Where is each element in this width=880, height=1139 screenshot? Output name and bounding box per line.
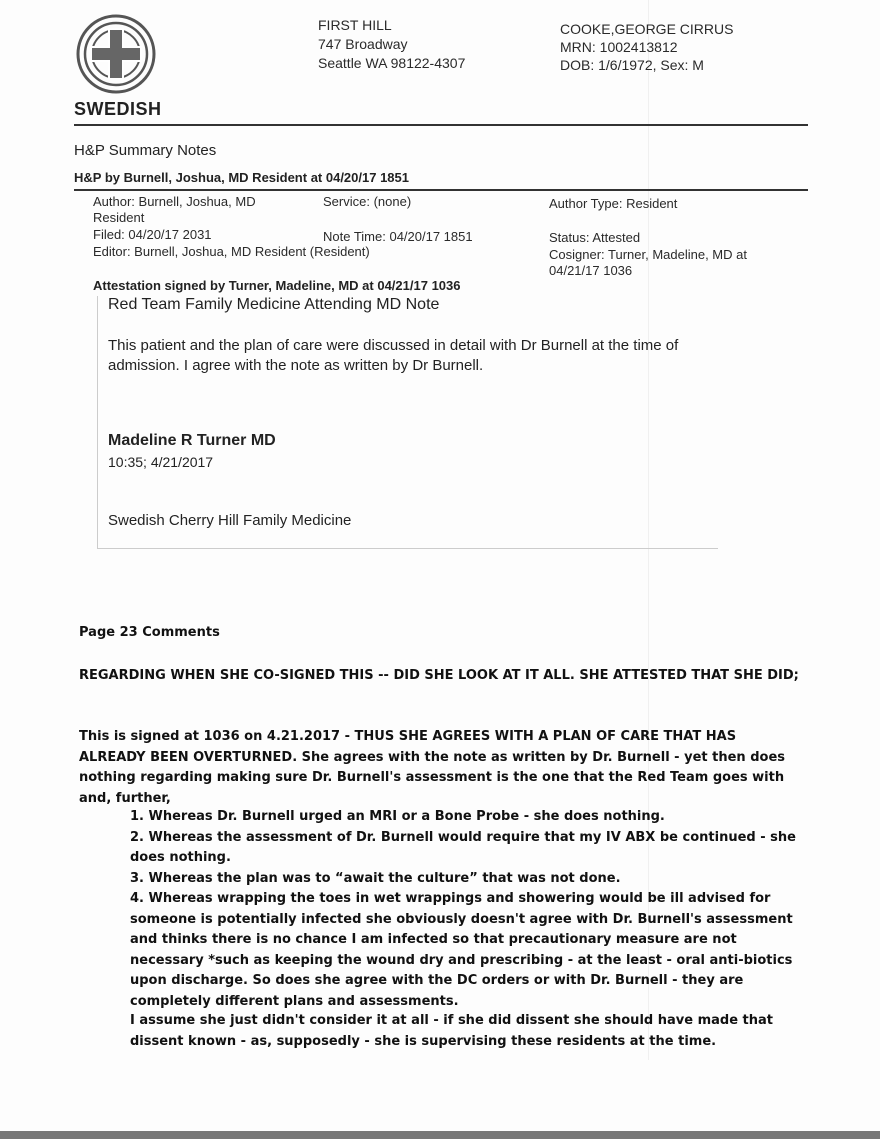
signer-timestamp: 10:35; 4/21/2017 — [108, 454, 214, 470]
note-author-type: Author Type: Resident — [549, 196, 678, 211]
scan-bottom-edge — [0, 1131, 880, 1139]
patient-dob: DOB: 1/6/1972, Sex: M — [560, 57, 704, 73]
note-heading-divider — [74, 189, 808, 191]
facility-city: Seattle WA 98122-4307 — [318, 55, 466, 71]
note-service: Service: (none) — [323, 194, 412, 209]
note-heading: H&P by Burnell, Joshua, MD Resident at 04/20/17 1851 — [74, 170, 409, 185]
section-title: H&P Summary Notes — [74, 142, 217, 159]
clinic-name: Swedish Cherry Hill Family Medicine — [108, 512, 352, 529]
page-comments-label: Page 23 Comments — [79, 625, 220, 640]
comment-list-item: 2. Whereas the assessment of Dr. Burnell would require that my IV ABX be continued - she does nothing. — [130, 829, 796, 865]
patient-mrn: MRN: 1002413812 — [560, 39, 678, 55]
note-filed: Filed: 04/20/17 2031 — [93, 227, 212, 242]
swedish-logo-icon — [74, 12, 158, 96]
brand-name: SWEDISH — [74, 99, 162, 119]
note-author: Author: Burnell, Joshua, MD — [93, 194, 256, 209]
note-author-role: Resident — [93, 210, 145, 225]
facility-address — [318, 16, 465, 73]
comment-list-item: 4. Whereas wrapping the toes in wet wrappings and showering would be ill advised for someone is potentially infected she obviously doesn't agree with Dr. Burnell's assessment and thinks there is no chance I am infected so that precautionary measure are not necessary *such as keeping the wound dry and prescribing - at the least - oral anti-biotics upon discharge. So does she agree with the DC orders or with Dr. Burnell - they are completely different plans and assessments. — [130, 891, 793, 1009]
note-cosigner-time: 04/21/17 1036 — [549, 263, 633, 278]
attestation-note-body: This patient and the plan of care were discussed in detail with Dr Burnell at the time of admission. I agree with the note as written by Dr Burnell. — [108, 337, 679, 374]
facility-street: 747 Broadway — [318, 36, 408, 52]
comment-list-item: 1. Whereas Dr. Burnell urged an MRI or a Bone Probe - she does nothing. — [130, 809, 665, 824]
comment-list — [130, 807, 802, 1012]
note-editor: Editor: Burnell, Joshua, MD Resident (Resident) — [93, 244, 370, 259]
comment-regarding: REGARDING WHEN SHE CO-SIGNED THIS -- DID SHE LOOK AT IT ALL. SHE ATTESTED THAT SHE DID; — [79, 668, 799, 683]
comment-closing: I assume she just didn't consider it at all - if she did dissent she should have made that dissent known - as, supposedly - she is supervising these residents at the time. — [130, 1013, 773, 1049]
patient-name: COOKE,GEORGE CIRRUS — [560, 21, 734, 37]
note-status: Status: Attested — [549, 230, 641, 245]
facility-name: FIRST HILL — [318, 17, 392, 33]
comment-signed-paragraph: This is signed at 1036 on 4.21.2017 - THUS SHE AGREES WITH A PLAN OF CARE THAT HAS ALREADY BEEN OVERTURNED. She agrees with the note as written by Dr. Burnell - yet then does nothing regarding making sure Dr. Burnell's assessment is the one that the Red Team goes with and, further, — [79, 729, 785, 806]
note-time: Note Time: 04/20/17 1851 — [323, 229, 473, 244]
patient-info — [560, 20, 733, 74]
attestation-heading: Attestation signed by Turner, Madeline, MD at 04/21/17 1036 — [93, 278, 461, 293]
note-cosigner: Cosigner: Turner, Madeline, MD at — [549, 247, 747, 262]
attestation-note-title: Red Team Family Medicine Attending MD Note — [108, 296, 440, 313]
header-divider — [74, 124, 808, 126]
signer-name: Madeline R Turner MD — [108, 432, 276, 449]
comment-list-item: 3. Whereas the plan was to “await the culture” that was not done. — [130, 870, 621, 886]
